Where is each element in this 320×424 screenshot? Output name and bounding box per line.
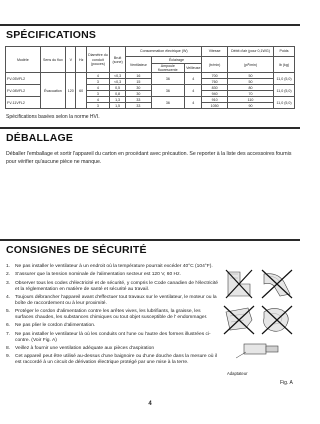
duct-elbow-icon [226, 270, 252, 298]
noise-cell: <0,3 [109, 79, 125, 85]
section-title-specs: SPÉCIFICATIONS [6, 29, 97, 41]
list-item: 2. S'assurer que la tension nominale de l'alimentation secteur est 120 V, 60 Hz. [6, 272, 181, 278]
diameter-cell: 4 [86, 97, 109, 103]
night-cell: 4 [185, 85, 202, 97]
adapter-label: Adaptateur [227, 371, 248, 376]
section-divider [0, 239, 300, 241]
noise-cell: 1,5 [109, 103, 125, 109]
flow-cell: 80 [227, 85, 273, 91]
fan-cell: 30 [126, 85, 151, 91]
header-consumption: Consommation électrique (W) [126, 47, 202, 57]
list-item: 6. Ne pas plier le cordon d'alimentation. [6, 323, 96, 329]
flow-cell: 90 [227, 103, 273, 109]
list-item: 4. Toujours débrancher l'appareil avant d'effectuer tout travaux sur le ventilateur, le moteur ou la boîte de raccordement ou à leur proximité. [6, 294, 217, 306]
list-item: 5. Protéger le cordon d'alimentation contre les arêtes vives, les lubrifiants, la graisse, les surfaces chaudes, les substances chimiques ou tout objet susceptible de l' endommager. [6, 309, 208, 320]
unpack-text: Déballer l'emballage et sortir l'appareil du carton en procédant avec précaution. Se reporter à la liste des accessoires fournis pour vérifier qu'aucune pièce ne manque. [6, 151, 292, 165]
fluo-cell: 36 [151, 85, 185, 97]
diameter-cell: 4 [86, 73, 109, 79]
voltage-cell: 120 [66, 73, 76, 109]
fan-cell: 33 [126, 103, 151, 109]
model-cell: FV-08VFL2 [6, 85, 41, 97]
flow-cell: 110 [227, 97, 273, 103]
section-header-unpack [0, 127, 300, 144]
duct-coiled-icon [262, 306, 292, 334]
safety-list [6, 264, 220, 369]
fan-cell: 15 [126, 79, 151, 85]
header-hz: Hz [76, 47, 86, 73]
weight-cell: 11,0 (5,0) [274, 85, 295, 97]
noise-cell: 0,5 [109, 85, 125, 91]
duct-crushed-icon [224, 306, 254, 334]
header-speed-unit: (tr/min) [202, 57, 227, 73]
section-divider [0, 24, 300, 26]
speed-cell: 1050 [202, 103, 227, 109]
page-number: 4 [148, 401, 152, 407]
section-divider [0, 127, 300, 129]
flow-cell: 50 [227, 79, 273, 85]
header-flow: Débit d'air (pour 0,1WG) [227, 47, 273, 57]
noise-cell: 0,8 [109, 91, 125, 97]
header-nightlight: Veilleuse [185, 64, 202, 73]
list-item: 8. Veillez à fournir une ventilation adéquate aux pièces d'aspiration [6, 345, 155, 351]
header-noise: Bruit (sone) [109, 47, 125, 73]
diameter-cell: 3 [86, 79, 109, 85]
header-speed: Vitesse [202, 47, 227, 57]
flow-cell: 50 [227, 73, 273, 79]
duct-bend-icon [262, 270, 292, 298]
header-weight: Poids [274, 47, 295, 57]
diameter-cell: 4 [86, 85, 109, 91]
header-weight-unit: lb (kg) [274, 57, 295, 73]
speed-cell: 830 [202, 85, 227, 91]
section-title-safety: CONSIGNES DE SÉCURITÉ [6, 244, 147, 256]
list-item: 9. Cet appareil peut être utilisé au-dessus d'une baignoire ou d'une douche dans la mesure où il est raccordé à un circuit de dérivation électrique protégé par une mise à la terre. [6, 354, 217, 366]
fluo-cell: 36 [151, 73, 185, 85]
header-diameter: Diamètre du conduit (pouces) [86, 47, 109, 73]
speed-cell: 760 [202, 79, 227, 85]
list-item: 3. Observer tous les codes d'électricité et de sécurité, y compris le Code canadien de l'électricité et la réglementation en matière de santé et sécurité au travail. [6, 280, 219, 292]
list-item: 7. Ne pas installer le ventilateur là où les conduits ont l'une ou l'autre des formes illustrées ci-contre. (Voir Fig. A) [6, 331, 211, 343]
duct-diagram [222, 268, 296, 364]
speed-cell: 940 [202, 91, 227, 97]
noise-cell: <0,3 [109, 73, 125, 79]
adapter-icon [236, 344, 278, 358]
night-cell: 4 [185, 73, 202, 85]
fan-cell: 16 [126, 73, 151, 79]
list-item: 1. Ne pas installer le ventilateur à un endroit où la température pourrait excéder 40°C (104°F). [6, 264, 213, 269]
fluo-cell: 36 [151, 97, 185, 109]
header-lighting: Éclairage [151, 57, 202, 64]
header-direction: Sens du flux [40, 47, 65, 73]
flow-cell: 70 [227, 91, 273, 97]
spec-table [5, 46, 295, 109]
speed-cell: 910 [202, 97, 227, 103]
spec-note: Spécifications basées selon la norme HVI. [6, 114, 100, 120]
weight-cell: 11,0 (5,0) [274, 97, 295, 109]
header-fluorescent: Ampoule fluorescente [151, 64, 185, 73]
direction-cell: Évacuation [40, 73, 65, 109]
header-flow-unit: (pi³/min) [227, 57, 273, 73]
hz-cell: 60 [76, 73, 86, 109]
model-cell: FV-05VFL2 [6, 73, 41, 85]
fan-cell: 30 [126, 91, 151, 97]
diameter-cell: 3 [86, 91, 109, 97]
weight-cell: 11,0 (5,0) [274, 73, 295, 85]
model-cell: FV-11VFL2 [6, 97, 41, 109]
header-fan: Ventilateur [126, 57, 151, 73]
speed-cell: 700 [202, 73, 227, 79]
header-model: Modèle [6, 47, 41, 73]
section-header-specs [0, 24, 300, 41]
section-title-unpack: DÉBALLAGE [6, 132, 74, 144]
fan-cell: 33 [126, 97, 151, 103]
noise-cell: 1,3 [109, 97, 125, 103]
night-cell: 4 [185, 97, 202, 109]
diameter-cell: 3 [86, 103, 109, 109]
figure-caption: Fig. A [280, 380, 293, 386]
section-header-safety [0, 239, 300, 256]
header-voltage: V [66, 47, 76, 73]
